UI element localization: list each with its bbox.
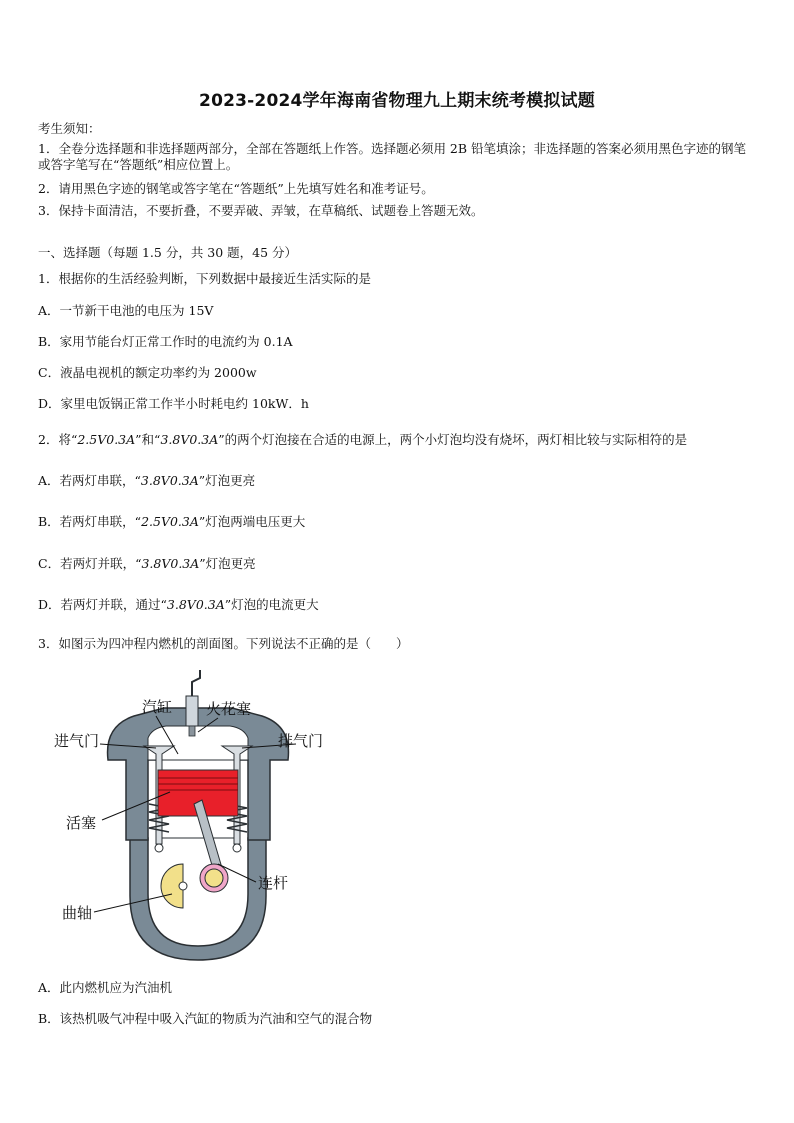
spark-plug-tip bbox=[189, 726, 195, 736]
label-piston: 活塞 bbox=[66, 814, 97, 832]
question-3-stem: 3．如图示为四冲程内燃机的剖面图。下列说法不正确的是（ ） bbox=[38, 636, 409, 651]
lamp-spec: 2.5V0.3A bbox=[141, 514, 199, 529]
option-suffix: ”灯泡更亮 bbox=[199, 556, 256, 571]
notice-item-3: 3．保持卡面清洁，不要折叠，不要弄破、弄皱，在草稿纸、试题卷上答题无效。 bbox=[38, 203, 484, 218]
option-suffix: ”灯泡的电流更大 bbox=[224, 597, 319, 612]
question-3-option-b: B．该热机吸气冲程中吸入汽缸的物质为汽油和空气的混合物 bbox=[38, 1011, 373, 1026]
lamp-spec: 3.8V0.3A bbox=[166, 597, 225, 612]
label-crank: 曲轴 bbox=[62, 904, 93, 922]
label-spark-plug: 火花塞 bbox=[206, 700, 252, 718]
section-heading: 一、选择题（每题 1.5 分，共 30 题，45 分） bbox=[38, 245, 298, 260]
option-suffix: ”灯泡两端电压更大 bbox=[198, 514, 306, 529]
lamp-spec-2: 3.8V0.3A bbox=[160, 432, 219, 447]
option-prefix: D．若两灯并联，通过“ bbox=[38, 597, 167, 612]
page-title: 2023-2024学年海南省物理九上期末统考模拟试题 bbox=[199, 91, 595, 111]
question-2-option-d bbox=[38, 597, 319, 613]
lamp-spec: 3.8V0.3A bbox=[141, 556, 200, 571]
question-2-option-a bbox=[38, 473, 255, 489]
question-2-stem-part-1: 2．将“ bbox=[38, 432, 78, 447]
label-exhaust: 排气门 bbox=[278, 732, 324, 750]
question-2-option-c bbox=[38, 556, 256, 572]
lamp-spec: 3.8V0.3A bbox=[140, 473, 199, 488]
exhaust-valve-end bbox=[233, 844, 241, 852]
intake-valve-end bbox=[155, 844, 163, 852]
option-suffix: ”灯泡更亮 bbox=[198, 473, 256, 488]
notice-item-2: 2．请用黑色字迹的钢笔或答字笔在“答题纸”上先填写姓名和准考证号。 bbox=[38, 181, 434, 196]
label-intake: 进气门 bbox=[54, 732, 100, 750]
question-1-option-d: D．家里电饭锅正常工作半小时耗电约 10kW．h bbox=[38, 396, 309, 411]
question-1-stem: 1．根据你的生活经验判断，下列数据中最接近生活实际的是 bbox=[38, 271, 371, 286]
crankshaft-center bbox=[179, 882, 187, 890]
question-1-option-b: B．家用节能台灯正常工作时的电流约为 0.1A bbox=[38, 334, 293, 349]
notice-item-1: 1．全卷分选择题和非选择题两部分，全部在答题纸上作答。选择题必须用 2B 铅笔填涂；非选择题的答案必须用黑色字迹的钢笔或答字笔写在“答题纸”相应位置上。 bbox=[38, 141, 747, 172]
question-2-stem-part-2: ”和“ bbox=[135, 432, 161, 447]
option-prefix: B．若两灯串联，“ bbox=[38, 514, 142, 529]
question-2-stem-part-3: ”的两个灯泡接在合适的电源上，两个小灯泡均没有烧坏，两灯相比较与实际相符的是 bbox=[218, 432, 688, 447]
question-2-stem bbox=[38, 432, 687, 448]
lamp-spec-1: 2.5V0.3A bbox=[77, 432, 136, 447]
notice-heading: 考生须知： bbox=[38, 121, 101, 136]
crank-pin-inner bbox=[205, 869, 223, 887]
question-1-option-c: C．液晶电视机的额定功率约为 2000w bbox=[38, 365, 257, 380]
question-3-option-a: A．此内燃机应为汽油机 bbox=[38, 980, 173, 995]
question-2-option-b bbox=[38, 514, 305, 530]
option-prefix: A．若两灯串联，“ bbox=[38, 473, 141, 488]
spark-plug-wire bbox=[192, 670, 200, 696]
engine-cross-section-figure bbox=[48, 668, 348, 968]
spark-plug-body bbox=[186, 696, 198, 726]
combustion-chamber bbox=[148, 726, 248, 760]
label-rod: 连杆 bbox=[258, 874, 289, 892]
option-prefix: C．若两灯并联，“ bbox=[38, 556, 142, 571]
label-cylinder: 汽缸 bbox=[142, 698, 173, 716]
question-1-option-a: A．一节新干电池的电压为 15V bbox=[38, 303, 214, 318]
